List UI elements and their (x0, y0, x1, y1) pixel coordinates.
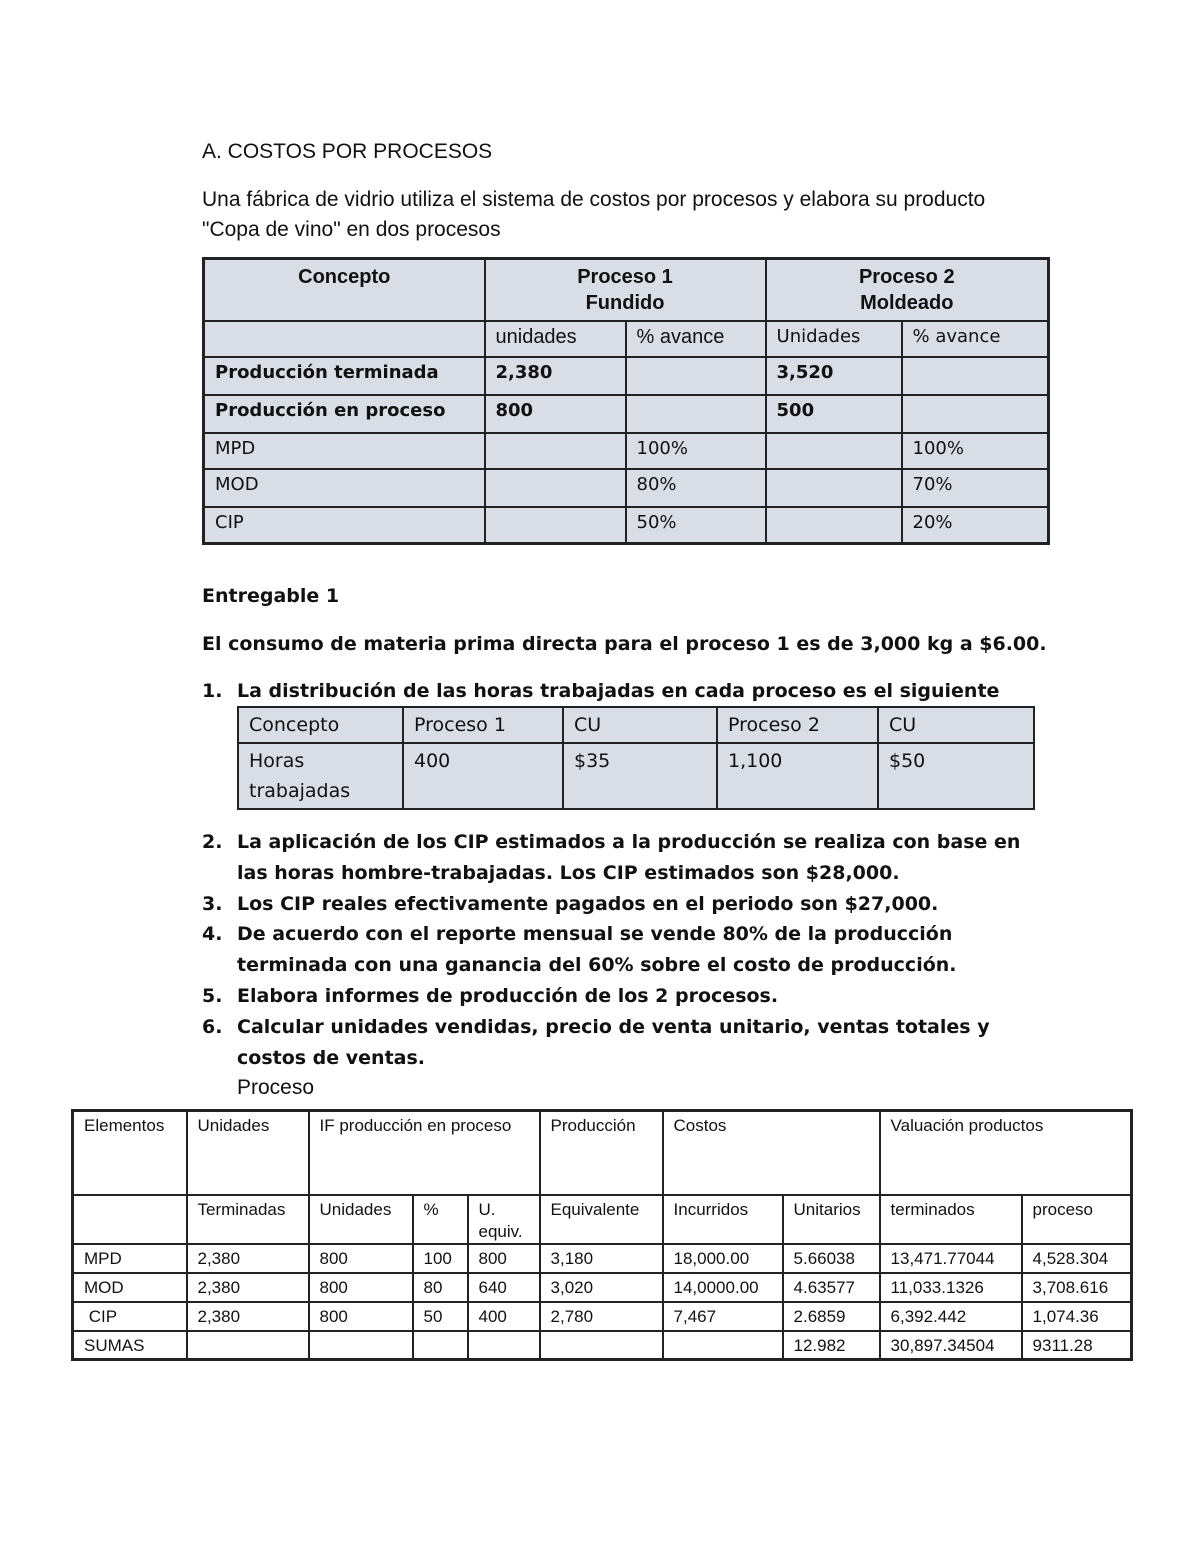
table-cell: $35 (563, 743, 717, 809)
table-header-cell: Unidades (187, 1111, 309, 1195)
table-cell: 80 (413, 1273, 468, 1302)
list-text: Los CIP reales efectivamente pagados en el periodo son $27,000. (237, 893, 939, 915)
table-cell: 4.63577 (783, 1273, 880, 1302)
table-header-cell: Equivalente (540, 1195, 663, 1244)
table-cell: 800 (309, 1302, 413, 1331)
consumo-text: El consumo de materia prima directa para el proceso 1 es de 3,000 kg a $6.00. (202, 633, 1047, 655)
table-cell (413, 1331, 468, 1360)
list-number: 1. (202, 680, 223, 702)
table-row (204, 469, 1049, 507)
table-cell: CIP (204, 507, 485, 543)
table-cell (663, 1331, 783, 1360)
table-cell: Producción terminada (204, 357, 485, 395)
table-header-cell: Producción (540, 1111, 663, 1195)
table-row (204, 507, 1049, 543)
table-header-cell: % (413, 1195, 468, 1244)
table-row (73, 1302, 1132, 1331)
table-cell: 18,000.00 (663, 1244, 783, 1273)
table-cell: 800 (468, 1244, 540, 1273)
table-row (73, 1244, 1132, 1273)
table-cell: 7,467 (663, 1302, 783, 1331)
table-cell: 800 (309, 1244, 413, 1273)
table-cell (187, 1331, 309, 1360)
table-cell: 3,020 (540, 1273, 663, 1302)
list-number: 5. (202, 985, 223, 1007)
table-cell (485, 507, 626, 543)
hours-table (237, 706, 1035, 810)
table-cell (626, 395, 766, 433)
table-cell: 13,471.77044 (880, 1244, 1022, 1273)
list-number: 4. (202, 923, 223, 945)
production-report-table (71, 1109, 1133, 1361)
table-cell: Horas trabajadas (238, 743, 403, 809)
table-header-cell: CU (563, 707, 717, 743)
table-cell: SUMAS (73, 1331, 187, 1360)
proceso-label: Proceso (237, 1076, 315, 1099)
table-row (238, 743, 1034, 809)
table-cell: 50% (626, 507, 766, 543)
table-cell: 12.982 (783, 1331, 880, 1360)
subheader-cell (204, 321, 485, 357)
table-cell: 500 (766, 395, 902, 433)
table-cell: 9311.28 (1022, 1331, 1132, 1360)
list-text: La distribución de las horas trabajadas en cada proceso es el siguiente (237, 680, 1000, 702)
table-cell: 2,380 (187, 1244, 309, 1273)
list-text: Elabora informes de producción de los 2 procesos. (237, 985, 779, 1007)
list-number: 3. (202, 893, 223, 915)
table-header-cell: Proceso 2 (717, 707, 878, 743)
table-cell (766, 507, 902, 543)
table-cell: MOD (73, 1273, 187, 1302)
table-cell: Producción en proceso (204, 395, 485, 433)
table-cell: 30,897.34504 (880, 1331, 1022, 1360)
subheader-cell: Unidades (766, 321, 902, 357)
table-cell: MPD (73, 1244, 187, 1273)
table-cell: 2,380 (187, 1302, 309, 1331)
table-cell: 400 (468, 1302, 540, 1331)
table-header-cell: Incurridos (663, 1195, 783, 1244)
table-header-cell: Terminadas (187, 1195, 309, 1244)
intro-paragraph: Una fábrica de vidrio utiliza el sistema de costos por procesos y elabora su producto "Copa de vino" en dos procesos (202, 188, 986, 241)
table-header-cell: Concepto (238, 707, 403, 743)
table-header-cell: CU (878, 707, 1034, 743)
table-cell (485, 433, 626, 469)
table-header-cell: terminados (880, 1195, 1022, 1244)
entregable-heading: Entregable 1 (202, 585, 340, 607)
table-cell: MPD (204, 433, 485, 469)
table-header-cell: Proceso 1 (403, 707, 563, 743)
section-title: A. COSTOS POR PROCESOS (202, 140, 493, 163)
table-cell: 100% (902, 433, 1049, 469)
table-cell: 1,074.36 (1022, 1302, 1132, 1331)
table-header-cell: Elementos (73, 1111, 187, 1195)
table-cell: 3,708.616 (1022, 1273, 1132, 1302)
table-cell: 11,033.1326 (880, 1273, 1022, 1302)
table-cell (766, 433, 902, 469)
table-cell: $50 (878, 743, 1034, 809)
subheader-cell: unidades (485, 321, 626, 357)
table-cell: 1,100 (717, 743, 878, 809)
table-cell: 400 (403, 743, 563, 809)
header-concepto: Concepto (204, 259, 485, 322)
table-cell: 640 (468, 1273, 540, 1302)
table-row (204, 433, 1049, 469)
table-header-cell: U. equiv. (468, 1195, 540, 1244)
table-cell (540, 1331, 663, 1360)
table-cell: 2.6859 (783, 1302, 880, 1331)
table-cell (309, 1331, 413, 1360)
table-row (204, 395, 1049, 433)
table-cell: 14,0000.00 (663, 1273, 783, 1302)
table-row (73, 1273, 1132, 1302)
table-header-cell: Unitarios (783, 1195, 880, 1244)
table-cell: 800 (309, 1273, 413, 1302)
list-text: La aplicación de los CIP estimados a la producción se realiza con base en las horas hombre-trabajadas. Los CIP estimados son $28,000. (237, 831, 1021, 884)
header-proceso-1: Proceso 1 Fundido (485, 259, 766, 322)
process-data-table (202, 257, 1050, 545)
subheader-cell: % avance (902, 321, 1049, 357)
table-cell: CIP (73, 1302, 187, 1331)
subheader-cell: % avance (626, 321, 766, 357)
table-cell: 4,528.304 (1022, 1244, 1132, 1273)
table-cell: 3,180 (540, 1244, 663, 1273)
table-cell (468, 1331, 540, 1360)
table-cell: MOD (204, 469, 485, 507)
table-cell (902, 357, 1049, 395)
table-cell: 2,380 (485, 357, 626, 395)
table-cell (902, 395, 1049, 433)
table-header-cell: Valuación productos (880, 1111, 1132, 1195)
header-proceso-2: Proceso 2 Moldeado (766, 259, 1049, 322)
list-text: De acuerdo con el reporte mensual se vende 80% de la producción terminada con una ganancia del 60% sobre el costo de producción. (237, 923, 957, 976)
table-cell: 100 (413, 1244, 468, 1273)
table-cell: 5.66038 (783, 1244, 880, 1273)
table-cell: 70% (902, 469, 1049, 507)
list-text: Calcular unidades vendidas, precio de venta unitario, ventas totales y costos de ventas. (237, 1016, 990, 1069)
table-header-cell: IF producción en proceso (309, 1111, 540, 1195)
table-cell: 2,780 (540, 1302, 663, 1331)
table-header-cell: Unidades (309, 1195, 413, 1244)
table-cell: 3,520 (766, 357, 902, 395)
list-number: 6. (202, 1016, 223, 1038)
table-cell: 80% (626, 469, 766, 507)
table-header-cell (73, 1195, 187, 1244)
table-row (204, 357, 1049, 395)
table-cell: 50 (413, 1302, 468, 1331)
table-header-cell: Costos (663, 1111, 880, 1195)
table-cell: 800 (485, 395, 626, 433)
table-cell: 6,392.442 (880, 1302, 1022, 1331)
table-cell (485, 469, 626, 507)
table-cell (766, 469, 902, 507)
table-header-cell: proceso (1022, 1195, 1132, 1244)
table-cell (626, 357, 766, 395)
table-row (73, 1331, 1132, 1360)
list-number: 2. (202, 831, 223, 853)
table-cell: 20% (902, 507, 1049, 543)
table-cell: 2,380 (187, 1273, 309, 1302)
table-cell: 100% (626, 433, 766, 469)
